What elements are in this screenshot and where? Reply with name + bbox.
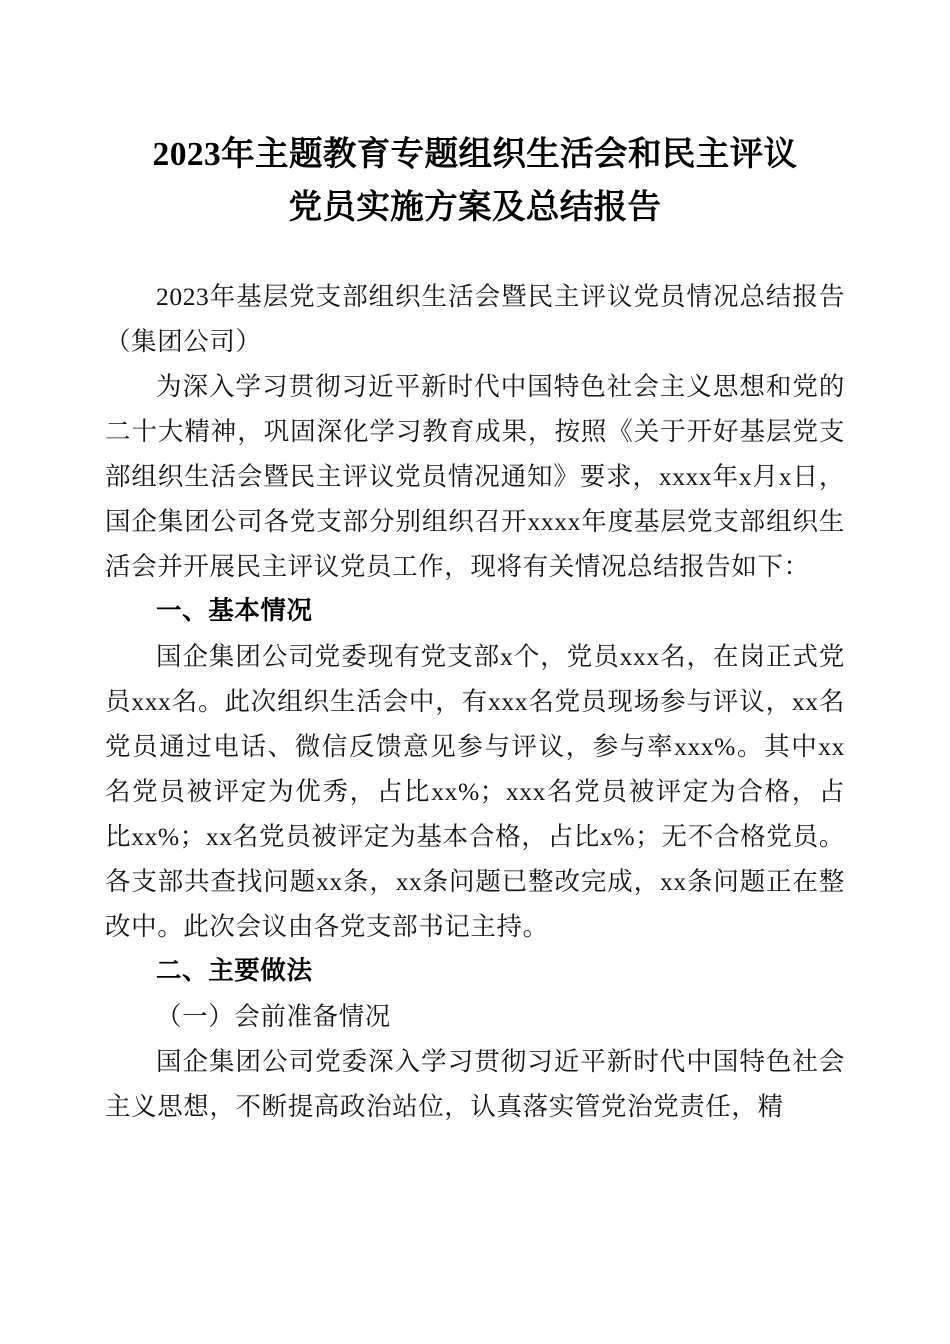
subheading-pre-meeting-preparation: （一）会前准备情况 — [156, 1002, 391, 1031]
page-title — [105, 0, 845, 234]
paragraph-basic-situation: 国企集团公司党委现有党支部x个，党员xxx名，在岗正式党员xxx名。此次组织生活会中，有xxx名党员现场参与评议，xx名党员通过电话、微信反馈意见参与评议，参与率xxx%。其中xx名党员被评定为优秀，占比xx%；xxx名党员被评定为合格，占比xx%；xx名党员被评定为基本合格，占比x%；无不合格党员。各支部共查找问题xx条，xx条问题已整改完成，xx条问题正在整改中。此次会议由各党支部书记主持。 — [105, 642, 845, 941]
page-title-line-2: 党员实施方案及总结报告 — [288, 189, 662, 226]
document-body — [105, 0, 845, 1129]
paragraph-pre-meeting-preparation-body: 国企集团公司党委深入学习贯彻习近平新时代中国特色社会主义思想，不断提高政治站位，认真落实管党治党责任，精 — [105, 1047, 845, 1121]
heading-section-two: 二、主要做法 — [156, 957, 313, 985]
heading-section-one: 一、基本情况 — [156, 597, 313, 625]
paragraph-preamble: 为深入学习贯彻习近平新时代中国特色社会主义思想和党的二十大精神，巩固深化学习教育成果，按照《关于开好基层党支部组织生活会暨民主评议党员情况通知》要求，xxxx年x月x日，国企集团公司各党支部分别组织召开xxxx年度基层党支部组织生活会并开展民主评议党员工作，现将有关情况总结报告如下： — [105, 372, 845, 581]
title-spacer — [105, 234, 845, 274]
document-content — [105, 274, 845, 1129]
paragraph-report-heading: 2023年基层党支部组织生活会暨民主评议党员情况总结报告（集团公司） — [105, 282, 845, 356]
page-title-line-1: 2023年主题教育专题组织生活会和民主评议 — [152, 136, 798, 173]
